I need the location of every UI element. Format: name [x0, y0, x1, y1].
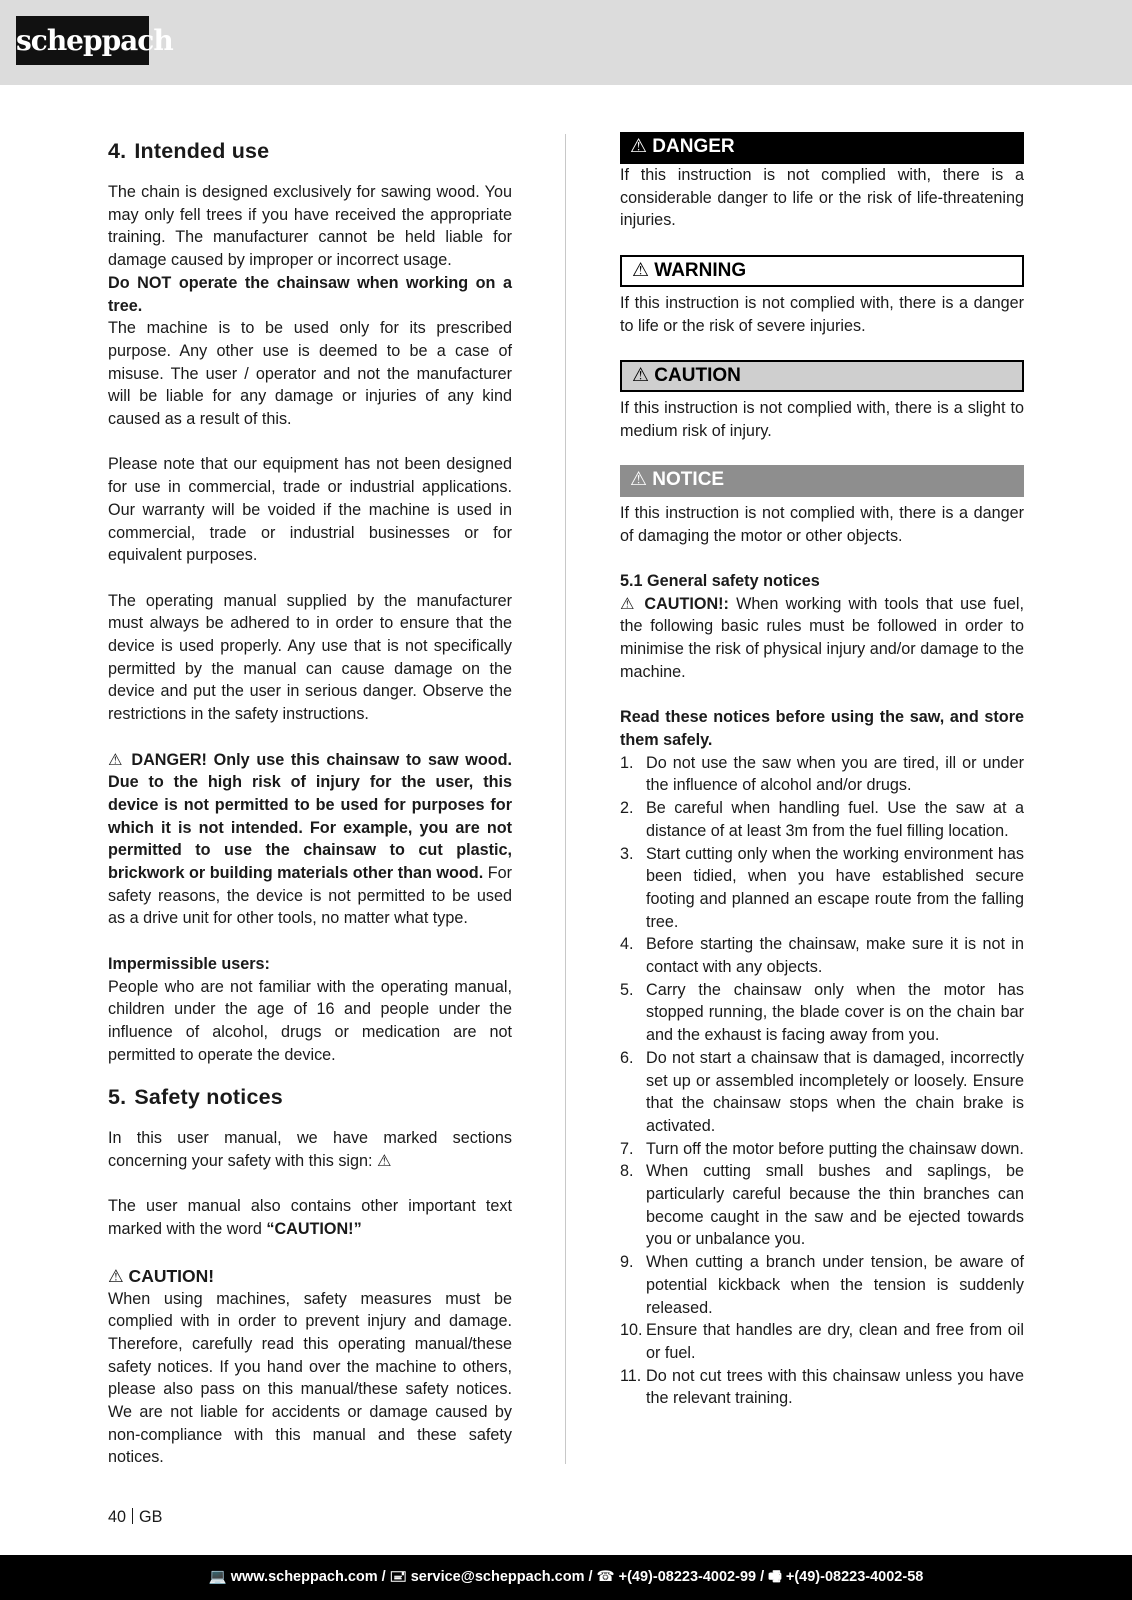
- danger-wood-only-bold: ⚠ DANGER! Only use this chainsaw to saw wood. Due to the high risk of injury for the user, this device is not permitted to be used for purposes for which it is not intended. For example, you are not permitted to use the chainsaw to cut plastic, brickwork or building materials other than wood.: [108, 750, 512, 883]
- page-number: [108, 1506, 162, 1528]
- safety-sign-paragraph: In this user manual, we have marked sections concerning your safety with this sign: ⚠: [108, 1129, 512, 1171]
- list-item: [620, 1138, 1024, 1161]
- danger-wood-only-rest: For safety reasons, the device is not permitted to be used as a drive unit for other tools, no matter what type.: [108, 864, 513, 928]
- section-4-number: 4.: [108, 139, 127, 163]
- warning-signal-box: ⚠ WARNING: [620, 255, 1024, 287]
- list-item-number: 10.: [620, 1321, 643, 1340]
- page-number-value: 40: [108, 1508, 127, 1526]
- contact-footer: 💻 www.scheppach.com / 🖃 service@scheppach.com / ☎ +(49)-08223-4002-99 / 🖷 +(49)-08223-4002-58: [0, 1555, 1132, 1600]
- list-item-text: When cutting a branch under tension, be aware of potential kickback when the tension is suddenly released.: [646, 1253, 1024, 1317]
- caution-subheading: ⚠ CAUTION!: [108, 1265, 215, 1286]
- list-item-text: Ensure that handles are dry, clean and free from oil or fuel.: [646, 1321, 1024, 1362]
- list-item-text: Do not start a chainsaw that is damaged, incorrectly set up or assembled incompletely or loosely. Ensure that the chainsaw stops when the chain brake is activated.: [646, 1048, 1024, 1135]
- list-item-text: When cutting small bushes and saplings, be particularly careful because the thin branches can become caught in the saw and be ejected towards you or unbalance you.: [646, 1162, 1024, 1249]
- warning-description: If this instruction is not complied with, there is a danger to life or the risk of severe injuries.: [620, 293, 1024, 335]
- list-item-number: 1.: [620, 753, 634, 772]
- list-item-number: 9.: [620, 1253, 634, 1272]
- notice-description: If this instruction is not complied with, there is a danger of damaging the motor or other objects.: [620, 503, 1024, 545]
- list-item-text: Do not cut trees with this chainsaw unless you have the relevant training.: [646, 1366, 1024, 1408]
- list-item-text: Start cutting only when the working environment has been tidied, when you have established secure footing and planned an escape route from the falling tree.: [646, 844, 1024, 931]
- notice-signal-box: ⚠ NOTICE: [620, 465, 1024, 497]
- list-item: [620, 752, 1024, 797]
- list-item-text: Before starting the chainsaw, make sure it is not in contact with any objects.: [646, 935, 1024, 977]
- section-5-title: Safety notices: [134, 1085, 283, 1110]
- list-item-number: 5.: [620, 980, 634, 999]
- list-item-number: 6.: [620, 1048, 634, 1067]
- list-item: [620, 1160, 1024, 1251]
- list-item-number: 3.: [620, 844, 634, 863]
- intended-use-paragraph: The chain is designed exclusively for sawing wood. You may only fell trees if you have received the appropriate training. The manufacturer cannot be held liable for damage caused by improper or incorrect usage.: [108, 183, 512, 270]
- caution-description: If this instruction is not complied with, there is a slight to medium risk of injury.: [620, 398, 1024, 440]
- section-5-1-heading: 5.1 General safety notices: [620, 572, 820, 591]
- list-item-number: 11.: [620, 1366, 642, 1385]
- section-5-number: 5.: [108, 1085, 127, 1110]
- list-item-text: Turn off the motor before putting the chainsaw down.: [646, 1139, 1024, 1158]
- caution-word-bold: “CAUTION!”: [266, 1220, 362, 1239]
- manual-adherence-paragraph: The operating manual supplied by the manufacturer must always be adhered to in order to ensure that the device is used properly. Any use that is not specifically permitted by the manual can cause damage on the device and put the user in serious danger. Observe the restrictions in the safety instructions.: [108, 591, 512, 724]
- page-header: [0, 0, 1132, 85]
- section-4-heading: [108, 138, 512, 164]
- scheppach-logo: scheppach: [16, 16, 149, 65]
- list-item: [620, 1319, 1024, 1364]
- commercial-use-paragraph: Please note that our equipment has not been designed for use in commercial, trade or industrial applications. Our warranty will be voided if the machine is used in commercial, trade or industrial businesses or for equivalent purposes.: [108, 455, 512, 565]
- section-4-title: Intended use: [134, 139, 270, 163]
- right-column: [620, 132, 1024, 1410]
- no-tree-warning: Do NOT operate the chainsaw when working on a tree.: [108, 273, 512, 315]
- general-caution-paragraph: [620, 593, 1024, 684]
- general-caution-bold: ⚠ CAUTION!:: [620, 594, 729, 613]
- danger-wood-only-paragraph: [108, 749, 512, 931]
- caution-word-text: The user manual also contains other important text marked with the word: [108, 1197, 512, 1239]
- caution-paragraph: When using machines, safety measures must be complied with in order to prevent injury and damage. Therefore, carefully read this operating manual/these safety notices. If you hand over the machine to others, please also pass on this manual/these safety notices. We are not liable for accidents or damage caused by non-compliance with this manual and these safety notices.: [108, 1289, 512, 1467]
- list-item-text: Carry the chainsaw only when the motor has stopped running, the blade cover is on the chain bar and the exhaust is facing away from you.: [646, 980, 1024, 1045]
- read-notices-bold: Read these notices before using the saw, and store them safely.: [620, 708, 1024, 749]
- list-item: [620, 979, 1024, 1047]
- list-item-number: 4.: [620, 935, 634, 954]
- list-item-number: 8.: [620, 1162, 634, 1181]
- impermissible-users-text: People who are not familiar with the operating manual, children under the age of 16 and people under the influence of alcohol, drugs or medication are not permitted to operate the device.: [108, 977, 512, 1064]
- caution-signal-box: ⚠ CAUTION: [620, 360, 1024, 392]
- list-item-number: 7.: [620, 1139, 634, 1158]
- list-item: [620, 933, 1024, 978]
- list-item-text: Be careful when handling fuel. Use the saw at a distance of at least 3m from the fuel filling location.: [646, 799, 1024, 840]
- danger-signal-box: ⚠ DANGER: [620, 132, 1024, 164]
- list-item: [620, 843, 1024, 934]
- list-item: [620, 1251, 1024, 1319]
- general-caution-text: When working with tools that use fuel, the following basic rules must be followed in order to minimise the risk of physical injury and/or damage to the machine.: [620, 594, 1024, 681]
- prescribed-purpose-paragraph: The machine is to be used only for its prescribed purpose. Any other use is deemed to be a case of misuse. The user / operator and not the manufacturer will be liable for any damage or injuries of any kind caused as a result of this.: [108, 319, 512, 429]
- list-item-number: 2.: [620, 799, 634, 818]
- safety-rules-list: [620, 752, 1024, 1410]
- page-language: GB: [139, 1508, 163, 1526]
- section-5-heading: [108, 1084, 512, 1110]
- danger-description: If this instruction is not complied with, there is a considerable danger to life or the risk of life-threatening injuries.: [620, 166, 1024, 230]
- list-item-text: Do not use the saw when you are tired, ill or under the influence of alcohol and/or drugs.: [646, 753, 1024, 795]
- list-item: [620, 797, 1024, 842]
- impermissible-users-heading: Impermissible users:: [108, 954, 270, 973]
- column-divider: [565, 134, 566, 1464]
- caution-word-paragraph: [108, 1195, 512, 1240]
- list-item: [620, 1365, 1024, 1410]
- list-item: [620, 1047, 1024, 1138]
- left-column: [108, 132, 512, 1469]
